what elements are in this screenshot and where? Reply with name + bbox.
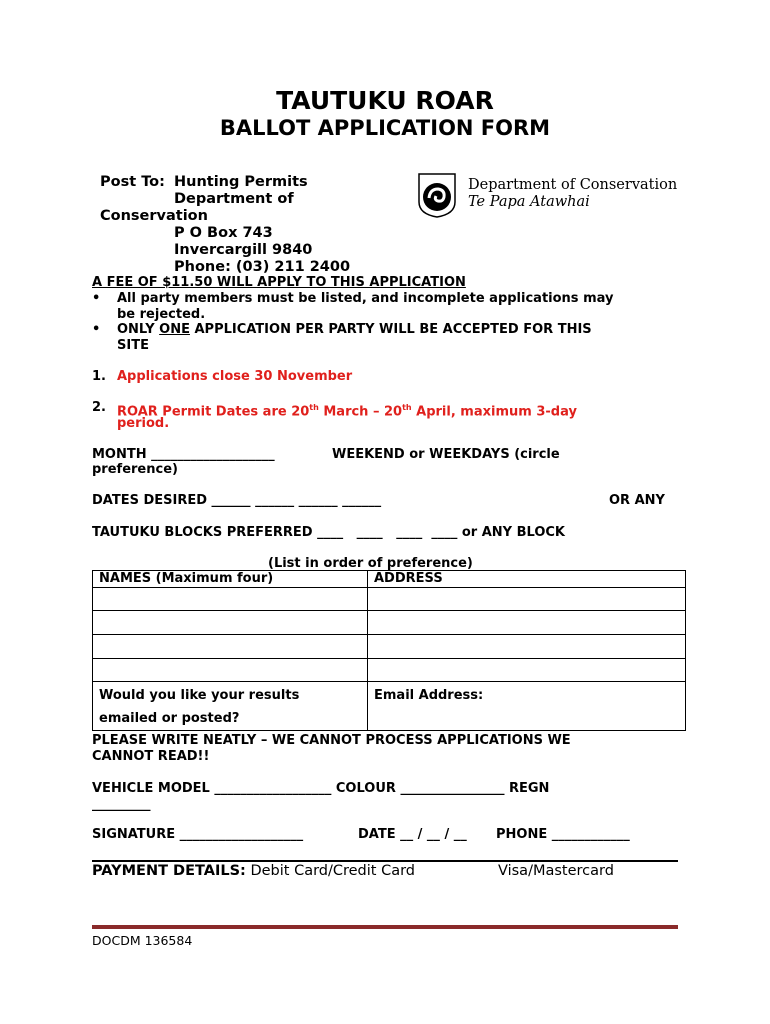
post-to-line1: Hunting Permits (174, 174, 308, 190)
doc-logo-line2: Te Papa Atawhai (468, 194, 590, 210)
results-question-line2: emailed or posted? (99, 711, 240, 726)
results-row[interactable] (93, 682, 686, 731)
post-to-label: Post To: (100, 174, 165, 190)
table-row[interactable] (93, 588, 686, 611)
names-header: NAMES (Maximum four) (93, 571, 368, 588)
email-address-label: Email Address: (374, 688, 484, 703)
item-2-text: ROAR Permit Dates are 20th March – 20th April, maximum 3-day (117, 403, 577, 420)
address-cell[interactable] (368, 659, 686, 682)
table-header-row (93, 571, 686, 588)
bullet-1-line2: be rejected. (117, 307, 206, 322)
footer-divider (92, 925, 678, 929)
fee-notice: A FEE OF $11.50 WILL APPLY TO THIS APPLICATION (92, 275, 466, 290)
or-any-label: OR ANY (609, 493, 665, 508)
bullet-2-line2: SITE (117, 338, 149, 353)
write-neatly-line2: CANNOT READ!! (92, 749, 210, 764)
results-question-line1: Would you like your results (99, 688, 300, 703)
form-title: TAUTUKU ROAR (276, 86, 494, 115)
payment-divider (92, 860, 678, 862)
name-cell[interactable] (93, 611, 368, 635)
email-address-cell[interactable] (368, 682, 686, 731)
name-cell[interactable] (93, 659, 368, 682)
list-order-note: (List in order of preference) (268, 556, 473, 571)
item-1-text: Applications close 30 November (117, 369, 353, 384)
address-cell[interactable] (368, 611, 686, 635)
post-to-line2a: Department of (174, 191, 294, 207)
doc-emblem-icon (416, 172, 458, 218)
item-2-line2: period. (117, 416, 170, 431)
address-header: ADDRESS (368, 571, 686, 588)
address-cell[interactable] (368, 635, 686, 659)
table-row[interactable] (93, 635, 686, 659)
bullet-2-dot: • (92, 322, 101, 337)
payment-label: PAYMENT DETAILS: (92, 863, 246, 879)
doc-reference: DOCDM 136584 (92, 933, 193, 948)
phone-field[interactable]: PHONE ____________ (496, 827, 630, 842)
bullet-1-line1: All party members must be listed, and incomplete applications may (117, 291, 614, 306)
write-neatly-line1: PLEASE WRITE NEATLY – WE CANNOT PROCESS APPLICATIONS WE (92, 733, 571, 748)
doc-logo-line1: Department of Conservation (468, 177, 678, 193)
payment-details (92, 863, 415, 879)
payment-option-card[interactable]: Debit Card/Credit Card (250, 863, 416, 879)
weekend-weekdays-field[interactable]: WEEKEND or WEEKDAYS (circle (332, 447, 560, 462)
bullet-2-line1: ONLY ONE APPLICATION PER PARTY WILL BE ACCEPTED FOR THIS (117, 322, 592, 337)
item-2-number: 2. (92, 400, 106, 415)
month-field[interactable]: MONTH ___________________ (92, 447, 275, 462)
names-table (92, 570, 686, 731)
bullet-1-dot: • (92, 291, 101, 306)
signature-field[interactable]: SIGNATURE ___________________ (92, 827, 304, 842)
blocks-preferred-field[interactable]: TAUTUKU BLOCKS PREFERRED ____ ____ ____ ____ or ANY BLOCK (92, 525, 565, 540)
form-subtitle: BALLOT APPLICATION FORM (219, 116, 551, 140)
date-field[interactable]: DATE __ / __ / __ (358, 827, 467, 842)
vehicle-field[interactable]: VEHICLE MODEL __________________ COLOUR ________________ REGN (92, 781, 550, 796)
payment-option-visa[interactable]: Visa/Mastercard (498, 863, 614, 879)
address-cell[interactable] (368, 588, 686, 611)
table-row[interactable] (93, 659, 686, 682)
dates-desired-field[interactable]: DATES DESIRED ______ ______ ______ ______ (92, 493, 382, 508)
preference-label: preference) (92, 462, 178, 477)
name-cell[interactable] (93, 635, 368, 659)
item-1-number: 1. (92, 369, 106, 384)
post-to-line3: P O Box 743 (174, 225, 273, 241)
post-to-line2b: Conservation (100, 208, 208, 224)
post-to-line5: Phone: (03) 211 2400 (174, 259, 351, 275)
name-cell[interactable] (93, 588, 368, 611)
regn-field-continued[interactable]: _________ (92, 797, 151, 812)
post-to-line4: Invercargill 9840 (174, 242, 313, 258)
results-question-cell[interactable] (93, 682, 368, 731)
table-row[interactable] (93, 611, 686, 635)
